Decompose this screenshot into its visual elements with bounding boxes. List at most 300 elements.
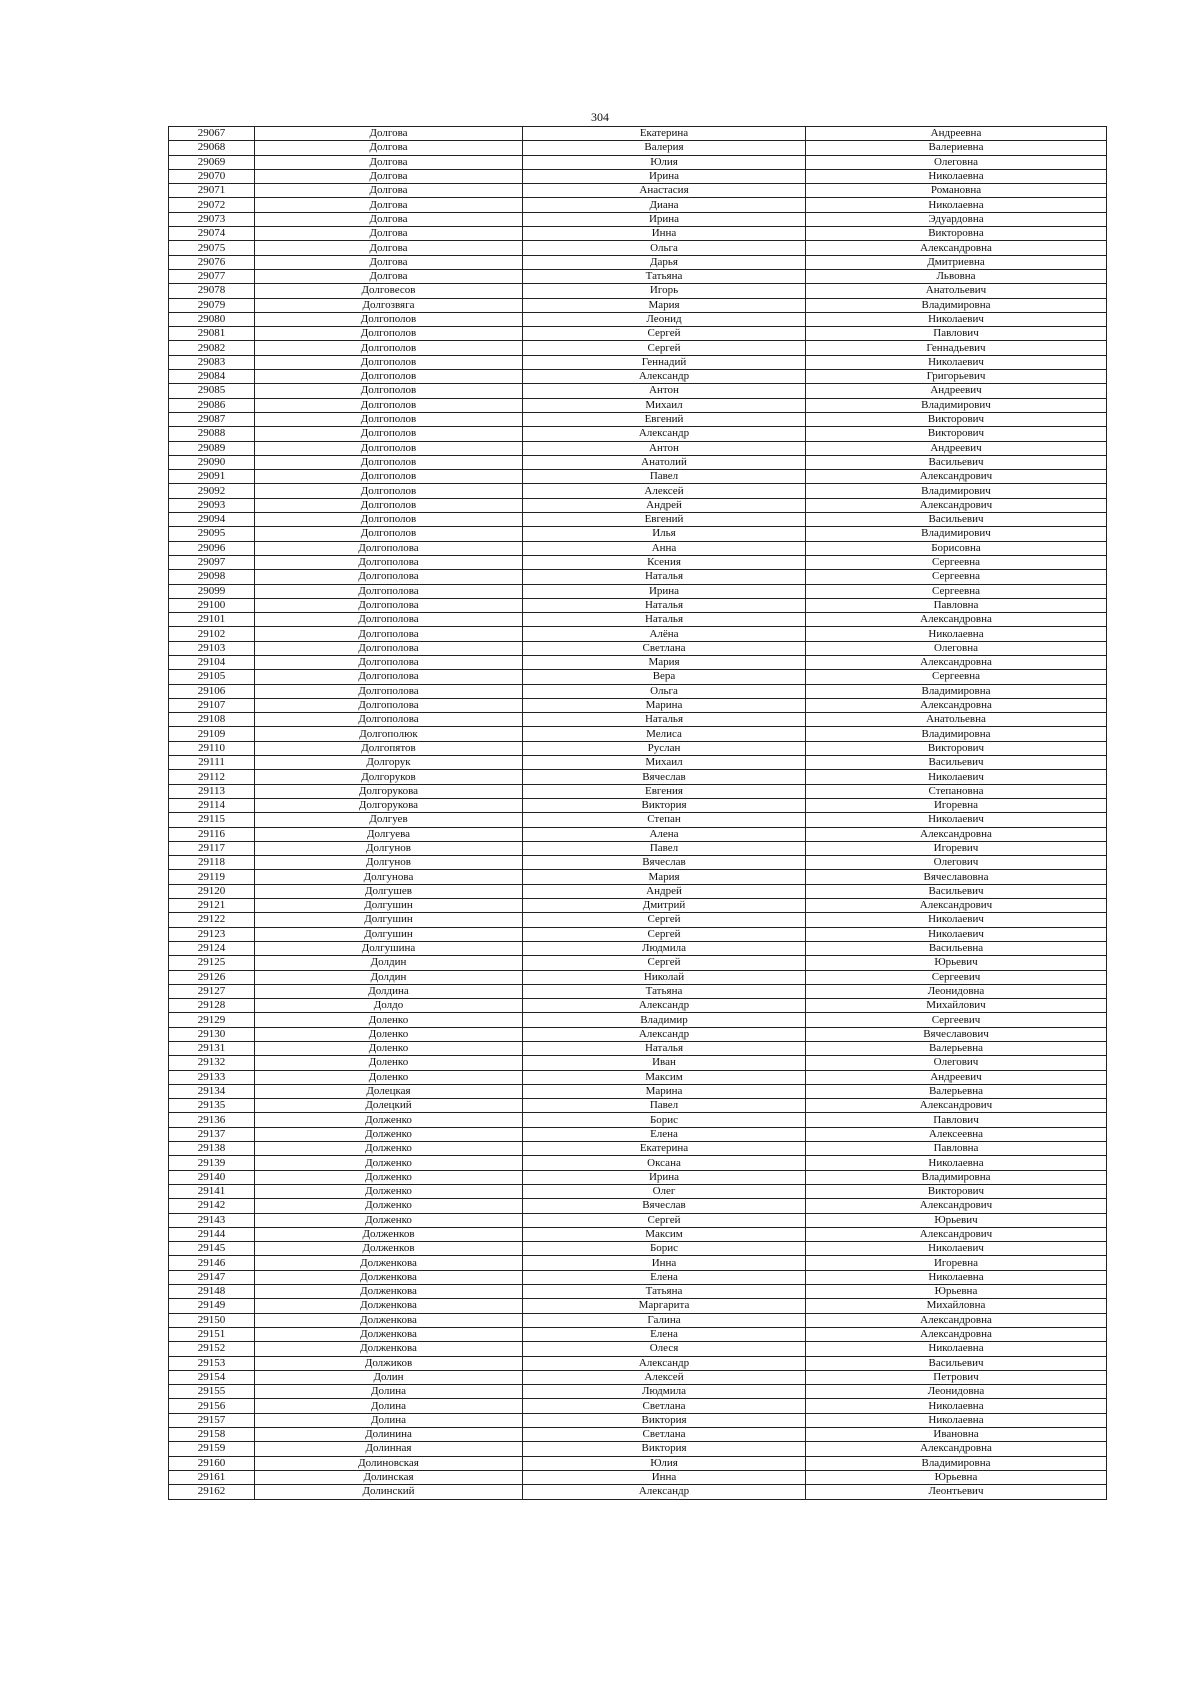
table-row (169, 941, 1107, 955)
first-name-cell: Светлана (523, 1399, 806, 1413)
patronymic-cell: Павлович (806, 327, 1107, 341)
last-name-cell: Долинина (255, 1428, 523, 1442)
last-name-cell: Долдин (255, 970, 523, 984)
first-name-cell: Елена (523, 1270, 806, 1284)
row-number-cell: 29090 (169, 455, 255, 469)
last-name-cell: Долженко (255, 1213, 523, 1227)
patronymic-cell: Викторович (806, 1184, 1107, 1198)
first-name-cell: Ксения (523, 555, 806, 569)
row-number-cell: 29108 (169, 713, 255, 727)
table-row (169, 870, 1107, 884)
first-name-cell: Сергей (523, 1213, 806, 1227)
first-name-cell: Сергей (523, 341, 806, 355)
table-row (169, 1156, 1107, 1170)
row-number-cell: 29159 (169, 1442, 255, 1456)
table-row (169, 913, 1107, 927)
patronymic-cell: Александровна (806, 1327, 1107, 1341)
first-name-cell: Вячеслав (523, 770, 806, 784)
table-row (169, 327, 1107, 341)
first-name-cell: Наталья (523, 1042, 806, 1056)
last-name-cell: Доленко (255, 1042, 523, 1056)
last-name-cell: Долгополов (255, 427, 523, 441)
first-name-cell: Александр (523, 1485, 806, 1499)
first-name-cell: Максим (523, 1227, 806, 1241)
patronymic-cell: Олегович (806, 856, 1107, 870)
patronymic-cell: Вячеславович (806, 1027, 1107, 1041)
table-row (169, 784, 1107, 798)
last-name-cell: Долгунова (255, 870, 523, 884)
row-number-cell: 29124 (169, 941, 255, 955)
last-name-cell: Долгополов (255, 398, 523, 412)
row-number-cell: 29104 (169, 655, 255, 669)
patronymic-cell: Павловна (806, 598, 1107, 612)
table-row (169, 398, 1107, 412)
table-row (169, 484, 1107, 498)
table-row (169, 813, 1107, 827)
row-number-cell: 29153 (169, 1356, 255, 1370)
table-row (169, 927, 1107, 941)
last-name-cell: Долженкова (255, 1270, 523, 1284)
first-name-cell: Борис (523, 1113, 806, 1127)
first-name-cell: Юлия (523, 155, 806, 169)
patronymic-cell: Александрович (806, 1199, 1107, 1213)
first-name-cell: Сергей (523, 913, 806, 927)
table-row (169, 470, 1107, 484)
first-name-cell: Марина (523, 698, 806, 712)
table-row (169, 841, 1107, 855)
patronymic-cell: Олеговна (806, 155, 1107, 169)
last-name-cell: Долженко (255, 1199, 523, 1213)
table-row (169, 1270, 1107, 1284)
last-name-cell: Долженко (255, 1113, 523, 1127)
table-row (169, 312, 1107, 326)
row-number-cell: 29137 (169, 1127, 255, 1141)
patronymic-cell: Николаевна (806, 169, 1107, 183)
patronymic-cell: Юрьевна (806, 1470, 1107, 1484)
table-row (169, 741, 1107, 755)
table-row (169, 1142, 1107, 1156)
first-name-cell: Николай (523, 970, 806, 984)
first-name-cell: Сергей (523, 327, 806, 341)
table-row (169, 1184, 1107, 1198)
patronymic-cell: Сергеевна (806, 670, 1107, 684)
patronymic-cell: Александрович (806, 498, 1107, 512)
row-number-cell: 29119 (169, 870, 255, 884)
last-name-cell: Долгополова (255, 684, 523, 698)
table-row (169, 1070, 1107, 1084)
last-name-cell: Долженков (255, 1242, 523, 1256)
row-number-cell: 29084 (169, 370, 255, 384)
table-row (169, 984, 1107, 998)
patronymic-cell: Викторович (806, 412, 1107, 426)
patronymic-cell: Олеговна (806, 641, 1107, 655)
patronymic-cell: Александровна (806, 241, 1107, 255)
first-name-cell: Сергей (523, 956, 806, 970)
last-name-cell: Долгушев (255, 884, 523, 898)
patronymic-cell: Васильевич (806, 756, 1107, 770)
row-number-cell: 29141 (169, 1184, 255, 1198)
first-name-cell: Мария (523, 870, 806, 884)
first-name-cell: Евгений (523, 513, 806, 527)
first-name-cell: Александр (523, 427, 806, 441)
row-number-cell: 29095 (169, 527, 255, 541)
table-row (169, 1313, 1107, 1327)
table-row (169, 169, 1107, 183)
first-name-cell: Александр (523, 999, 806, 1013)
first-name-cell: Инна (523, 1256, 806, 1270)
table-row (169, 1385, 1107, 1399)
last-name-cell: Долгорукова (255, 784, 523, 798)
last-name-cell: Долин (255, 1370, 523, 1384)
last-name-cell: Долженкова (255, 1256, 523, 1270)
row-number-cell: 29136 (169, 1113, 255, 1127)
row-number-cell: 29088 (169, 427, 255, 441)
row-number-cell: 29068 (169, 141, 255, 155)
row-number-cell: 29122 (169, 913, 255, 927)
patronymic-cell: Николаевна (806, 1156, 1107, 1170)
first-name-cell: Вячеслав (523, 856, 806, 870)
last-name-cell: Долдо (255, 999, 523, 1013)
table-row (169, 255, 1107, 269)
first-name-cell: Дарья (523, 255, 806, 269)
table-row (169, 198, 1107, 212)
patronymic-cell: Александрович (806, 899, 1107, 913)
first-name-cell: Екатерина (523, 127, 806, 141)
table-row (169, 684, 1107, 698)
patronymic-cell: Павловна (806, 1142, 1107, 1156)
row-number-cell: 29105 (169, 670, 255, 684)
row-number-cell: 29083 (169, 355, 255, 369)
first-name-cell: Ирина (523, 1170, 806, 1184)
first-name-cell: Валерия (523, 141, 806, 155)
patronymic-cell: Владимировна (806, 298, 1107, 312)
patronymic-cell: Владимировна (806, 727, 1107, 741)
patronymic-cell: Александровна (806, 827, 1107, 841)
table-row (169, 1428, 1107, 1442)
last-name-cell: Долгова (255, 155, 523, 169)
row-number-cell: 29143 (169, 1213, 255, 1227)
first-name-cell: Анатолий (523, 455, 806, 469)
first-name-cell: Светлана (523, 641, 806, 655)
patronymic-cell: Валерьевна (806, 1084, 1107, 1098)
patronymic-cell: Владимировна (806, 684, 1107, 698)
table-row (169, 1056, 1107, 1070)
table-row (169, 756, 1107, 770)
first-name-cell: Руслан (523, 741, 806, 755)
row-number-cell: 29094 (169, 513, 255, 527)
last-name-cell: Долженко (255, 1156, 523, 1170)
last-name-cell: Долина (255, 1399, 523, 1413)
last-name-cell: Долгополова (255, 613, 523, 627)
patronymic-cell: Васильевич (806, 884, 1107, 898)
first-name-cell: Маргарита (523, 1299, 806, 1313)
row-number-cell: 29131 (169, 1042, 255, 1056)
last-name-cell: Долина (255, 1385, 523, 1399)
patronymic-cell: Александрович (806, 1099, 1107, 1113)
last-name-cell: Долинская (255, 1470, 523, 1484)
last-name-cell: Долгополова (255, 713, 523, 727)
first-name-cell: Людмила (523, 1385, 806, 1399)
last-name-cell: Долгова (255, 141, 523, 155)
table-row (169, 1099, 1107, 1113)
row-number-cell: 29110 (169, 741, 255, 755)
registry-body (169, 127, 1107, 1500)
patronymic-cell: Николаевна (806, 1413, 1107, 1427)
last-name-cell: Долгополов (255, 312, 523, 326)
first-name-cell: Мария (523, 298, 806, 312)
last-name-cell: Долговесов (255, 284, 523, 298)
patronymic-cell: Леонтьевич (806, 1485, 1107, 1499)
last-name-cell: Долгуева (255, 827, 523, 841)
row-number-cell: 29126 (169, 970, 255, 984)
patronymic-cell: Николаевна (806, 627, 1107, 641)
table-row (169, 1042, 1107, 1056)
table-row (169, 670, 1107, 684)
row-number-cell: 29132 (169, 1056, 255, 1070)
table-row (169, 613, 1107, 627)
last-name-cell: Долгополова (255, 541, 523, 555)
patronymic-cell: Александровна (806, 698, 1107, 712)
row-number-cell: 29074 (169, 227, 255, 241)
row-number-cell: 29101 (169, 613, 255, 627)
row-number-cell: 29120 (169, 884, 255, 898)
first-name-cell: Оксана (523, 1156, 806, 1170)
patronymic-cell: Анатольевна (806, 713, 1107, 727)
patronymic-cell: Александровна (806, 1313, 1107, 1327)
patronymic-cell: Сергеевна (806, 584, 1107, 598)
last-name-cell: Долгополов (255, 355, 523, 369)
row-number-cell: 29130 (169, 1027, 255, 1041)
table-row (169, 127, 1107, 141)
table-row (169, 1013, 1107, 1027)
first-name-cell: Андрей (523, 498, 806, 512)
first-name-cell: Ирина (523, 169, 806, 183)
last-name-cell: Доленко (255, 1056, 523, 1070)
row-number-cell: 29091 (169, 470, 255, 484)
row-number-cell: 29103 (169, 641, 255, 655)
first-name-cell: Елена (523, 1127, 806, 1141)
patronymic-cell: Владимировна (806, 1456, 1107, 1470)
row-number-cell: 29142 (169, 1199, 255, 1213)
table-row (169, 341, 1107, 355)
first-name-cell: Диана (523, 198, 806, 212)
last-name-cell: Долгова (255, 212, 523, 226)
row-number-cell: 29096 (169, 541, 255, 555)
last-name-cell: Долженко (255, 1170, 523, 1184)
table-row (169, 570, 1107, 584)
table-row (169, 1299, 1107, 1313)
table-row (169, 1485, 1107, 1499)
row-number-cell: 29079 (169, 298, 255, 312)
last-name-cell: Долгушин (255, 899, 523, 913)
row-number-cell: 29078 (169, 284, 255, 298)
page-number: 304 (591, 110, 609, 124)
last-name-cell: Долгополов (255, 484, 523, 498)
last-name-cell: Долгозвяга (255, 298, 523, 312)
patronymic-cell: Анатольевич (806, 284, 1107, 298)
patronymic-cell: Михайловна (806, 1299, 1107, 1313)
last-name-cell: Долгополов (255, 327, 523, 341)
first-name-cell: Татьяна (523, 984, 806, 998)
row-number-cell: 29116 (169, 827, 255, 841)
table-row (169, 541, 1107, 555)
table-row (169, 455, 1107, 469)
table-row (169, 598, 1107, 612)
last-name-cell: Долгополова (255, 555, 523, 569)
table-row (169, 555, 1107, 569)
row-number-cell: 29075 (169, 241, 255, 255)
last-name-cell: Долгополова (255, 698, 523, 712)
table-row (169, 1113, 1107, 1127)
table-row (169, 212, 1107, 226)
first-name-cell: Татьяна (523, 1285, 806, 1299)
last-name-cell: Долецкий (255, 1099, 523, 1113)
row-number-cell: 29113 (169, 784, 255, 798)
row-number-cell: 29114 (169, 798, 255, 812)
last-name-cell: Долгополова (255, 627, 523, 641)
row-number-cell: 29146 (169, 1256, 255, 1270)
first-name-cell: Виктория (523, 1413, 806, 1427)
row-number-cell: 29085 (169, 384, 255, 398)
row-number-cell: 29071 (169, 184, 255, 198)
last-name-cell: Долгуев (255, 813, 523, 827)
table-row (169, 1213, 1107, 1227)
table-row (169, 1470, 1107, 1484)
table-row (169, 412, 1107, 426)
last-name-cell: Долгушина (255, 941, 523, 955)
table-row (169, 355, 1107, 369)
table-row (169, 441, 1107, 455)
table-row (169, 798, 1107, 812)
table-row (169, 527, 1107, 541)
patronymic-cell: Владимирович (806, 398, 1107, 412)
first-name-cell: Наталья (523, 613, 806, 627)
first-name-cell: Степан (523, 813, 806, 827)
first-name-cell: Алена (523, 827, 806, 841)
patronymic-cell: Михайлович (806, 999, 1107, 1013)
patronymic-cell: Сергеевич (806, 970, 1107, 984)
row-number-cell: 29127 (169, 984, 255, 998)
row-number-cell: 29118 (169, 856, 255, 870)
row-number-cell: 29157 (169, 1413, 255, 1427)
first-name-cell: Галина (523, 1313, 806, 1327)
first-name-cell: Ирина (523, 584, 806, 598)
last-name-cell: Долженкова (255, 1327, 523, 1341)
row-number-cell: 29102 (169, 627, 255, 641)
table-row (169, 999, 1107, 1013)
first-name-cell: Алексей (523, 484, 806, 498)
first-name-cell: Анна (523, 541, 806, 555)
row-number-cell: 29125 (169, 956, 255, 970)
patronymic-cell: Николаевич (806, 813, 1107, 827)
patronymic-cell: Николаевич (806, 770, 1107, 784)
last-name-cell: Долженкова (255, 1285, 523, 1299)
patronymic-cell: Викторовна (806, 227, 1107, 241)
row-number-cell: 29148 (169, 1285, 255, 1299)
table-row (169, 713, 1107, 727)
patronymic-cell: Андреевна (806, 127, 1107, 141)
table-row (169, 884, 1107, 898)
first-name-cell: Олег (523, 1184, 806, 1198)
table-row (169, 856, 1107, 870)
last-name-cell: Доленко (255, 1013, 523, 1027)
patronymic-cell: Сергеевна (806, 555, 1107, 569)
row-number-cell: 29097 (169, 555, 255, 569)
patronymic-cell: Александровна (806, 613, 1107, 627)
registry-table (168, 126, 1107, 1500)
last-name-cell: Долгорукова (255, 798, 523, 812)
table-row (169, 298, 1107, 312)
patronymic-cell: Валериевна (806, 141, 1107, 155)
table-row (169, 184, 1107, 198)
table-row (169, 1170, 1107, 1184)
patronymic-cell: Петрович (806, 1370, 1107, 1384)
table-row (169, 384, 1107, 398)
first-name-cell: Леонид (523, 312, 806, 326)
last-name-cell: Долиновская (255, 1456, 523, 1470)
first-name-cell: Наталья (523, 713, 806, 727)
table-row (169, 513, 1107, 527)
patronymic-cell: Борисовна (806, 541, 1107, 555)
row-number-cell: 29158 (169, 1428, 255, 1442)
table-row (169, 241, 1107, 255)
table-row (169, 1356, 1107, 1370)
table-row (169, 970, 1107, 984)
first-name-cell: Вера (523, 670, 806, 684)
first-name-cell: Павел (523, 1099, 806, 1113)
row-number-cell: 29152 (169, 1342, 255, 1356)
last-name-cell: Долинский (255, 1485, 523, 1499)
row-number-cell: 29082 (169, 341, 255, 355)
row-number-cell: 29139 (169, 1156, 255, 1170)
first-name-cell: Светлана (523, 1428, 806, 1442)
table-row (169, 155, 1107, 169)
first-name-cell: Инна (523, 1470, 806, 1484)
first-name-cell: Антон (523, 384, 806, 398)
last-name-cell: Долженко (255, 1142, 523, 1156)
last-name-cell: Долгополов (255, 341, 523, 355)
last-name-cell: Долженко (255, 1184, 523, 1198)
first-name-cell: Екатерина (523, 1142, 806, 1156)
first-name-cell: Павел (523, 841, 806, 855)
row-number-cell: 29128 (169, 999, 255, 1013)
row-number-cell: 29086 (169, 398, 255, 412)
first-name-cell: Сергей (523, 927, 806, 941)
last-name-cell: Долгополова (255, 598, 523, 612)
patronymic-cell: Николаевна (806, 1270, 1107, 1284)
patronymic-cell: Игоревич (806, 841, 1107, 855)
patronymic-cell: Николаевна (806, 1342, 1107, 1356)
first-name-cell: Ирина (523, 212, 806, 226)
last-name-cell: Доленко (255, 1027, 523, 1041)
first-name-cell: Александр (523, 1356, 806, 1370)
patronymic-cell: Львовна (806, 269, 1107, 283)
patronymic-cell: Владимировна (806, 1170, 1107, 1184)
first-name-cell: Виктория (523, 1442, 806, 1456)
table-row (169, 427, 1107, 441)
row-number-cell: 29100 (169, 598, 255, 612)
first-name-cell: Александр (523, 1027, 806, 1041)
first-name-cell: Татьяна (523, 269, 806, 283)
table-row (169, 1127, 1107, 1141)
patronymic-cell: Геннадьевич (806, 341, 1107, 355)
row-number-cell: 29135 (169, 1099, 255, 1113)
patronymic-cell: Леонидовна (806, 984, 1107, 998)
row-number-cell: 29093 (169, 498, 255, 512)
table-row (169, 1342, 1107, 1356)
first-name-cell: Максим (523, 1070, 806, 1084)
row-number-cell: 29155 (169, 1385, 255, 1399)
